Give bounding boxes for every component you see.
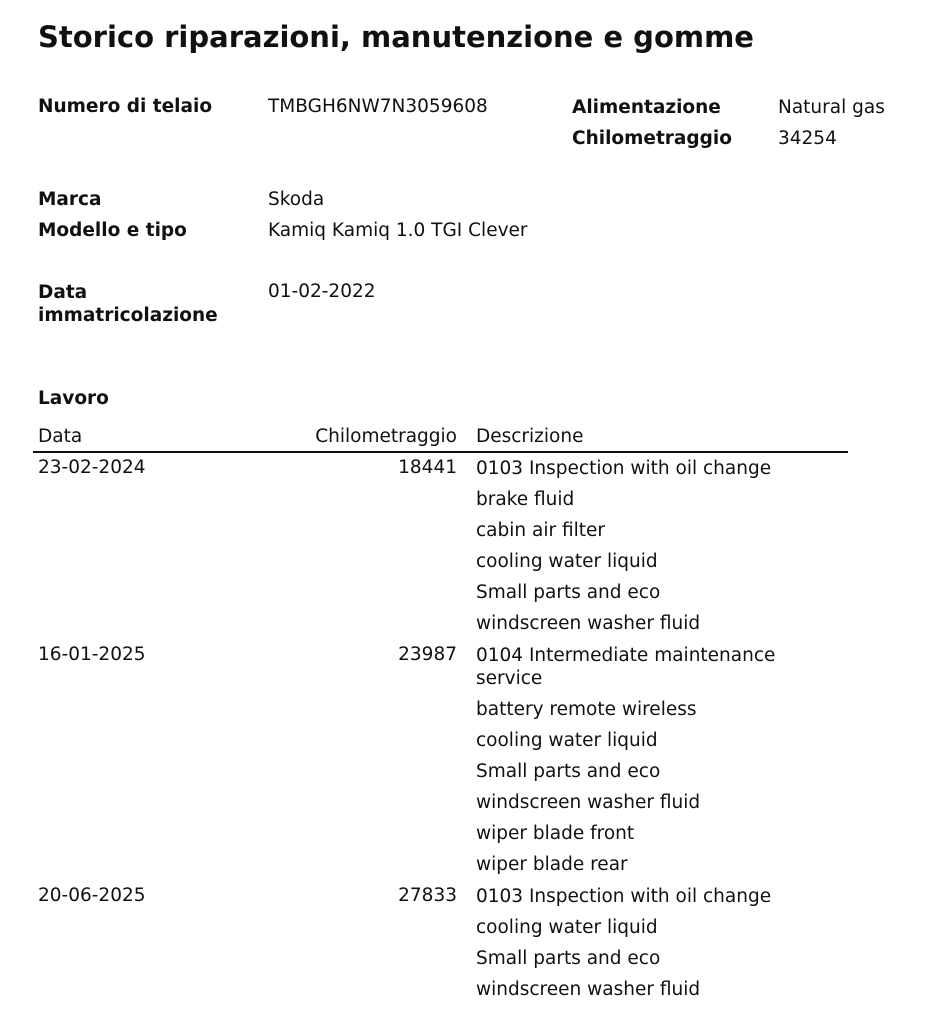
description-item: cooling water liquid xyxy=(476,551,658,572)
description-item: brake fluid xyxy=(476,489,575,510)
mileage-value: 34254 xyxy=(778,128,837,149)
model-label: Modello e tipo xyxy=(38,220,187,241)
vin-label: Numero di telaio xyxy=(38,96,213,117)
registration-value: 01-02-2022 xyxy=(268,281,376,302)
description-item: Small parts and eco xyxy=(476,948,661,969)
row-mileage: 23987 xyxy=(398,644,457,665)
row-date: 23-02-2024 xyxy=(38,457,146,478)
brand-label: Marca xyxy=(38,189,102,210)
row-description xyxy=(476,644,806,884)
description-item: Small parts and eco xyxy=(476,761,661,782)
work-section-title: Lavoro xyxy=(38,388,109,409)
description-item: windscreen washer fluid xyxy=(476,613,701,634)
description-item: wiper blade rear xyxy=(476,854,628,875)
mileage-label: Chilometraggio xyxy=(572,128,732,149)
description-item: windscreen washer fluid xyxy=(476,792,701,813)
row-mileage: 27833 xyxy=(398,885,457,906)
row-description xyxy=(476,457,806,643)
description-item: cabin air filter xyxy=(476,520,605,541)
description-item: 0103 Inspection with oil change xyxy=(476,458,772,479)
description-item: 0104 Intermediate maintenance service xyxy=(476,645,776,689)
description-item: Small parts and eco xyxy=(476,582,661,603)
row-mileage: 18441 xyxy=(398,457,457,478)
column-header-mileage: Chilometraggio xyxy=(315,426,457,447)
description-item: battery remote wireless xyxy=(476,699,697,720)
row-description xyxy=(476,885,806,1009)
description-item: cooling water liquid xyxy=(476,730,658,751)
fuel-label: Alimentazione xyxy=(572,97,721,118)
row-date: 16-01-2025 xyxy=(38,644,146,665)
description-item: 0103 Inspection with oil change xyxy=(476,886,772,907)
column-header-date: Data xyxy=(38,426,83,447)
row-date: 20-06-2025 xyxy=(38,885,146,906)
brand-value: Skoda xyxy=(268,189,325,210)
description-item: windscreen washer fluid xyxy=(476,979,701,1000)
description-item: cooling water liquid xyxy=(476,917,658,938)
registration-label: Data immatricolazione xyxy=(38,282,218,326)
page-title: Storico riparazioni, manutenzione e gomme xyxy=(38,20,754,54)
column-header-description: Descrizione xyxy=(476,426,584,447)
description-item: wiper blade front xyxy=(476,823,635,844)
vin-value: TMBGH6NW7N3059608 xyxy=(268,96,488,117)
fuel-value: Natural gas xyxy=(778,97,885,118)
model-value: Kamiq Kamiq 1.0 TGI Clever xyxy=(268,220,528,241)
header-divider xyxy=(33,451,848,453)
